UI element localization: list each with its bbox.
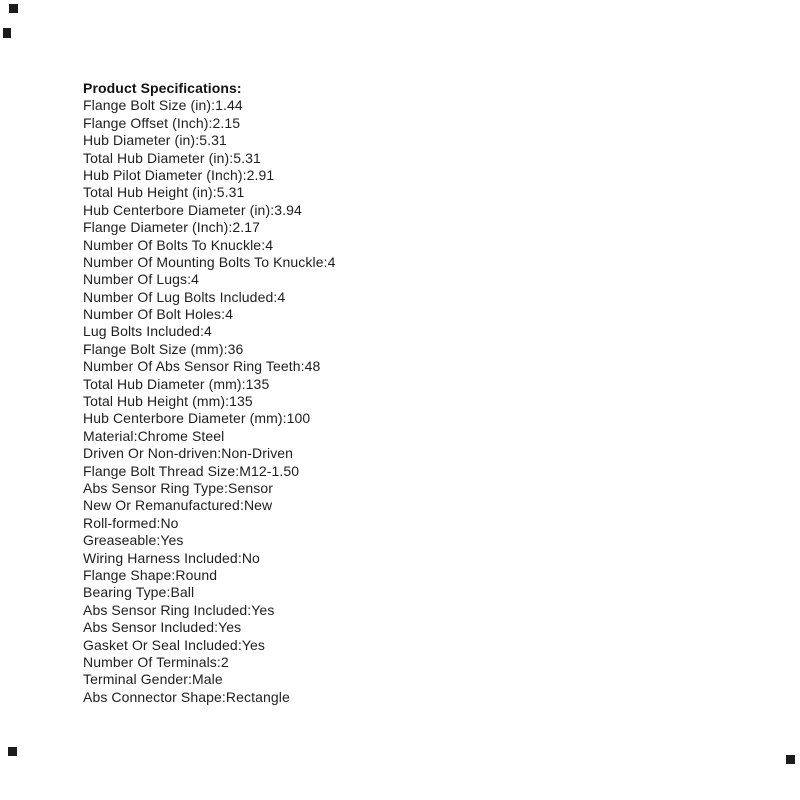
spec-value: Rectangle (225, 688, 290, 705)
spec-separator: : (200, 323, 204, 340)
spec-separator: : (212, 184, 217, 201)
spec-separator: : (171, 566, 176, 583)
spec-row (83, 341, 603, 358)
spec-row (83, 184, 603, 201)
spec-value: 2.15 (212, 114, 241, 131)
spec-row (83, 654, 603, 671)
spec-row (83, 497, 603, 514)
spec-separator: : (228, 219, 233, 236)
specs-title: Product Specifications: (83, 80, 242, 96)
spec-row (83, 132, 603, 149)
spec-label: Flange Diameter (Inch) (83, 219, 229, 236)
spec-value: 3.94 (274, 201, 302, 218)
spec-value: Round (175, 566, 218, 583)
spec-separator: : (223, 340, 228, 357)
spec-label: Abs Sensor Ring Type (83, 480, 225, 496)
spec-label: Number Of Bolt Holes (83, 306, 222, 323)
spec-value: 4 (204, 323, 212, 340)
spec-label: Flange Bolt Size (mm) (83, 340, 224, 357)
spec-row (83, 619, 603, 636)
spec-value: Yes (251, 601, 275, 618)
spec-value: 2.17 (232, 219, 261, 236)
spec-value: 4 (277, 288, 286, 305)
spec-row (83, 237, 603, 254)
spec-value: Yes (241, 636, 265, 653)
spec-separator: : (188, 671, 192, 688)
spec-separator: : (208, 114, 213, 131)
spec-separator: : (242, 166, 247, 183)
spec-separator: : (214, 619, 219, 636)
spec-label: Roll-formed (83, 514, 157, 531)
spec-separator: : (187, 271, 192, 288)
spec-separator: : (247, 601, 252, 618)
spec-row (83, 167, 603, 184)
spec-value: 135 (229, 393, 253, 410)
spec-row (83, 306, 603, 323)
spec-separator: : (241, 375, 246, 392)
spec-separator: : (270, 201, 275, 218)
spec-label: Total Hub Diameter (in) (83, 149, 230, 166)
spec-value: M12-1.50 (239, 462, 300, 479)
spec-label: Total Hub Diameter (mm) (83, 375, 242, 392)
spec-value: Yes (160, 532, 184, 549)
spec-label: Hub Centerbore Diameter (in) (83, 201, 271, 218)
spec-separator: : (133, 427, 138, 444)
spec-row (83, 219, 603, 236)
spec-label: Flange Shape (83, 566, 172, 583)
spec-separator: : (300, 358, 305, 375)
spec-label: Flange Offset (Inch) (83, 114, 209, 131)
spec-separator: : (323, 253, 328, 270)
spec-row (83, 480, 603, 497)
spec-value: 100 (286, 410, 311, 427)
spec-label: Flange Bolt Size (in) (83, 97, 212, 114)
spec-value: 5.31 (233, 149, 261, 166)
spec-value: 4 (191, 271, 200, 288)
spec-label: Lug Bolts Included (83, 323, 200, 340)
specs-list (83, 97, 603, 706)
spec-value: 5.31 (216, 184, 245, 201)
spec-label: Terminal Gender (83, 671, 188, 688)
spec-label: Hub Diameter (in) (83, 132, 196, 149)
spec-row (83, 532, 603, 549)
corner-pixel-artifact (9, 4, 18, 13)
spec-value: Sensor (228, 480, 274, 496)
spec-label: Bearing Type (83, 584, 167, 601)
spec-row (83, 254, 603, 271)
corner-pixel-artifact (786, 755, 795, 764)
spec-value: No (241, 549, 260, 566)
spec-label: Greaseable (83, 532, 157, 549)
spec-value: 4 (225, 306, 234, 323)
spec-separator: : (156, 514, 161, 531)
spec-value: 135 (245, 375, 270, 392)
spec-label: Number Of Bolts To Knuckle (83, 236, 262, 253)
spec-row (83, 271, 603, 288)
spec-separator: : (166, 584, 171, 601)
spec-row (83, 358, 603, 375)
spec-row (83, 567, 603, 584)
spec-label: Number Of Lugs (83, 271, 188, 288)
corner-pixel-artifact (8, 747, 17, 756)
spec-row (83, 97, 603, 114)
spec-row (83, 515, 603, 532)
spec-label: Driven Or Non-driven (83, 445, 218, 462)
spec-separator: : (237, 636, 242, 653)
spec-row (83, 550, 603, 567)
spec-separator: : (282, 410, 287, 427)
spec-separator: : (224, 480, 229, 496)
spec-row (83, 671, 603, 688)
spec-label: Wiring Harness Included (83, 549, 238, 566)
spec-row (83, 445, 603, 462)
spec-separator: : (216, 653, 221, 670)
spec-label: Gasket Or Seal Included (83, 636, 238, 653)
spec-row (83, 689, 603, 706)
spec-separator: : (217, 445, 222, 462)
spec-separator: : (156, 532, 161, 549)
spec-row (83, 410, 603, 427)
spec-value: 5.31 (199, 132, 227, 149)
spec-separator: : (221, 688, 226, 705)
spec-label: Abs Connector Shape (83, 688, 222, 705)
spec-separator: : (273, 288, 278, 305)
spec-row (83, 602, 603, 619)
spec-separator: : (261, 236, 266, 253)
spec-label: Total Hub Height (mm) (83, 393, 226, 410)
spec-label: Number Of Abs Sensor Ring Teeth (83, 358, 301, 375)
spec-separator: : (221, 306, 226, 323)
spec-label: Hub Centerbore Diameter (mm) (83, 410, 283, 427)
spec-label: Flange Bolt Thread Size (83, 462, 236, 479)
spec-row (83, 289, 603, 306)
product-specifications-block (83, 80, 603, 706)
spec-value: No (160, 514, 179, 531)
spec-label: Abs Sensor Included (83, 619, 215, 636)
spec-row (83, 463, 603, 480)
spec-separator: : (225, 393, 230, 410)
spec-value: Male (192, 671, 223, 688)
spec-label: Number Of Mounting Bolts To Knuckle (83, 253, 324, 270)
spec-row (83, 202, 603, 219)
spec-row (83, 584, 603, 601)
spec-label: Hub Pilot Diameter (Inch) (83, 166, 243, 183)
spec-label: Total Hub Height (in) (83, 184, 213, 201)
spec-row (83, 323, 603, 340)
spec-value: 4 (265, 236, 274, 253)
spec-label: Abs Sensor Ring Included (83, 601, 248, 618)
spec-label: Number Of Terminals (83, 653, 217, 670)
spec-label: Number Of Lug Bolts Included (83, 288, 274, 305)
spec-separator: : (235, 462, 240, 479)
spec-value: Ball (170, 584, 195, 601)
spec-row (83, 115, 603, 132)
corner-pixel-artifact (3, 28, 11, 38)
spec-value: Yes (218, 619, 242, 636)
spec-row (83, 376, 603, 393)
spec-row (83, 428, 603, 445)
spec-separator: : (211, 97, 216, 114)
spec-separator: : (239, 497, 244, 514)
spec-value: 2 (220, 653, 229, 670)
spec-label: Material (83, 427, 134, 444)
spec-value: Chrome Steel (137, 427, 225, 444)
spec-row (83, 150, 603, 167)
spec-value: Non-Driven (221, 445, 294, 462)
spec-separator: : (195, 132, 200, 149)
spec-separator: : (237, 549, 242, 566)
spec-value: 48 (304, 358, 321, 375)
spec-value: 1.44 (215, 97, 243, 114)
spec-label: New Or Remanufactured (83, 497, 240, 514)
spec-separator: : (229, 149, 234, 166)
spec-value: 2.91 (246, 166, 275, 183)
spec-value: 4 (327, 253, 336, 270)
spec-row (83, 393, 603, 410)
spec-row (83, 637, 603, 654)
spec-value: New (243, 497, 273, 514)
spec-value: 36 (227, 340, 244, 357)
